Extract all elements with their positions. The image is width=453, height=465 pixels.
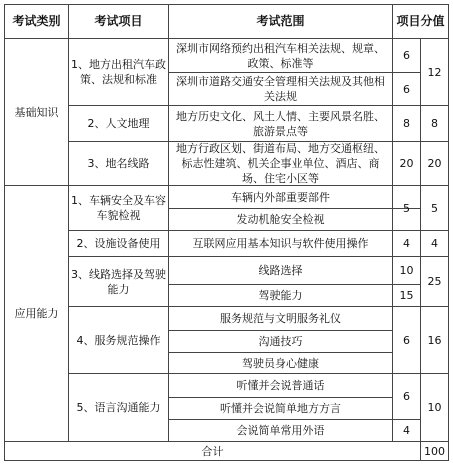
item-total-cell: 25 [427,275,442,288]
item-language: 5、语言沟通能力 [76,401,161,414]
total-value: 100 [424,444,445,458]
scope-cell: 驾驶员身心健康 [242,356,319,370]
item-service: 4、服务规范操作 [76,333,161,347]
item-route-driving: 3、线路选择及驾驶能力 [71,267,166,296]
score-cell: 20 [399,157,414,170]
category-basic: 基础知识 [14,105,59,119]
score-cell: 10 [399,264,414,277]
item-equipment: 2、设施设备使用 [76,237,161,250]
item-total-cell: 4 [431,237,438,250]
scope-cell: 互联网应用基本知识与软件使用操作 [192,237,369,250]
scope-cell: 车辆内外部重要部件 [231,190,330,204]
scope-cell: 深圳市网络预约出租汽车相关法规、规章、政策、标准等 [176,41,385,70]
score-cell: 4 [403,237,410,250]
scope-cell: 地方历史文化、风土人情、主要风景名胜、旅游景点等 [176,109,385,138]
scope-cell: 会说简单常用外语 [236,424,325,437]
score-cell: 8 [403,117,410,130]
scope-cell: 沟通技巧 [258,335,303,348]
header-item: 考试项目 [94,14,143,28]
category-applied: 应用能力 [14,307,59,320]
item-vehicle-check: 1、车辆安全及车容车貌检视 [71,194,166,222]
item-total-cell: 20 [427,157,442,170]
item-total-cell: 8 [431,117,438,130]
header-score: 项目分值 [396,14,445,28]
scope-cell: 服务规范与文明服务礼仪 [220,312,341,325]
item-total-cell: 12 [427,65,442,79]
scope-cell: 发动机舱安全检视 [236,213,325,226]
score-cell: 6 [403,82,410,96]
item-total-cell: 16 [427,333,442,347]
score-cell: 6 [403,49,410,62]
scope-cell: 深圳市道路交通安全管理相关法规及其他相关法规 [176,75,385,103]
score-cell: 6 [403,390,410,403]
header-scope: 考试范围 [256,14,305,28]
score-cell: 4 [403,424,410,437]
item-geography: 2、人文地理 [87,117,150,130]
scope-cell: 听懂并会说简单地方方言 [220,402,341,415]
score-cell: 15 [399,289,414,302]
scope-cell: 听懂并会说普通话 [236,379,325,392]
item-total-cell: 5 [431,201,438,215]
item-policy: 1、地方出租汽车政策、法规和标准 [71,58,166,86]
score-cell: 5 [403,201,410,215]
item-places: 3、地名线路 [87,157,150,170]
scope-cell: 地方行政区划、街道布局、地方交通枢纽、标志性建筑、机关企事业单位、酒店、商场、住宅小区等 [176,142,385,185]
header-category: 考试类别 [12,14,61,28]
scope-cell: 驾驶能力 [258,289,303,302]
score-cell: 6 [403,333,410,347]
total-label: 合计 [201,444,224,458]
item-total-cell: 10 [427,401,442,414]
scope-cell: 线路选择 [258,264,303,277]
